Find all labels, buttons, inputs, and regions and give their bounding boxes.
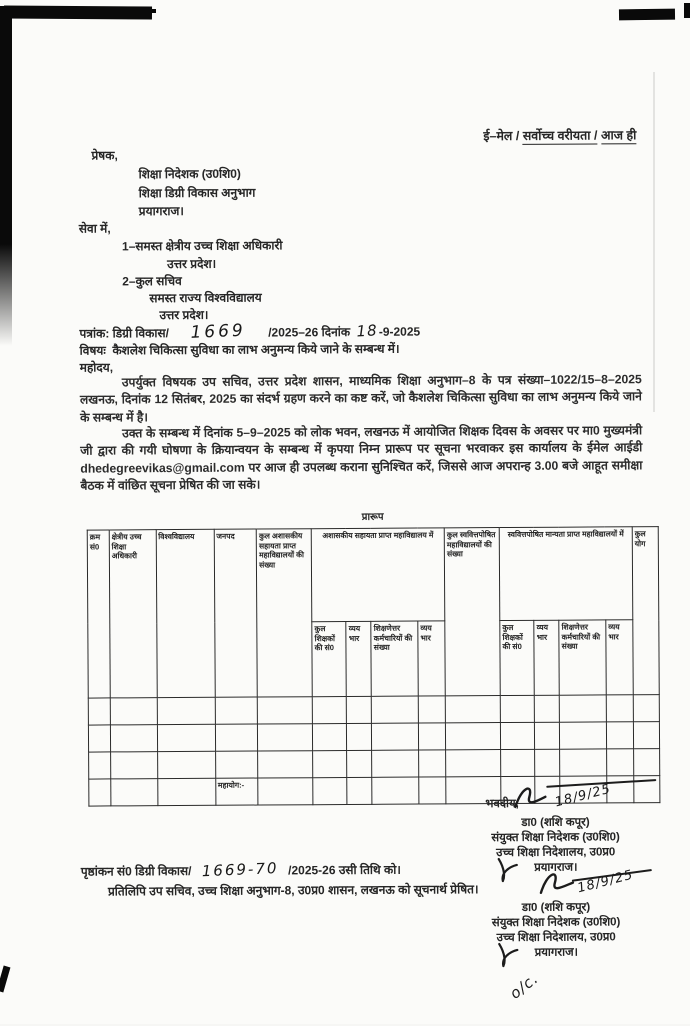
table-row [89,749,660,779]
paragraph-2-text-after: पर आज ही उपलब्ध कराना सुनिश्चित करें, जिससे आज अपरान्ह 3.00 बजे आहूत समीक्षा बैठक में वांछित सूचना प्रेषित की जा सके। [80,457,643,493]
checkmark-scribble-2 [495,940,521,968]
col-serial: क्रम सं0 [87,530,110,698]
addressee-item-1: 1–समस्त क्षेत्रीय उच्च शिक्षा अधिकारी [121,238,283,254]
signatory-place: प्रयागराज। [534,861,578,874]
subcol-teachers-count: कुल शिक्षकों की सं0 [312,621,347,696]
signatory-office: उच्च शिक्षा निदेशालय, उ0प्र0 [496,846,616,860]
priority-top: सर्वोच्च वरीयता / [522,128,598,143]
subcol-expense-load: व्यय भार [606,620,633,695]
col-district: जनपद [214,529,258,697]
priority-note [483,126,636,144]
paragraph-2-text: उक्त के सम्बन्ध में दिनांक 5–9–2025 को लोक भवन, लखनऊ में आयोजित शिक्षक दिवस के अवसर पर मा0 मुख्यमंत्री जी द्वारा की गयी घोषणा के क्रियान्वयन के सम्बन्ध में कृपया निम्न प्रारूप पर सूचना भरवाकर इस कार्यालय के ईमेल आईडी [80,423,643,459]
subcol-nonteaching-count: शिक्षणेत्तर कर्मचारियों की संख्या [371,621,418,696]
signatory-designation: संयुक्त शिक्षा निदेशक (उ0शि0) [491,916,621,930]
table-row [88,695,659,725]
subject-label: विषयः [79,343,106,358]
col-total-aided-colleges: कुल अशासकीय सहायता प्राप्त महाविद्यालयों की संख्या [256,529,312,697]
grand-total-label: महायोग:- [215,778,258,805]
subcol-expense-load: व्यय भार [534,620,559,695]
subcol-teachers-count: कुल शिक्षकों की सं0 [500,620,535,695]
col-grand-total: कुल योग [632,527,659,695]
addressee-item-2b: समस्त राज्य विश्वविद्यालय [149,290,262,306]
sender-block [139,165,256,221]
group-selffinanced-colleges: स्ववित्तपोषित मान्यता प्राप्त महाविद्यालयों में [499,527,632,621]
reference-line [79,320,421,343]
endorsement-number-handwritten: 1669-70 [201,859,279,881]
signatory-office: उच्च शिक्षा निदेशालय, उ0प्र0 [496,931,616,945]
signatory-name: डा0 (शशि कपूर) [521,901,591,914]
reference-number-handwritten: 1669 [190,320,247,343]
checkmark-scribble-1 [495,855,521,883]
col-university: विश्वविद्यालय [156,529,215,697]
sender-line: शिक्षा डिग्री विकास अनुभाग [138,185,256,200]
table-row [88,722,659,752]
salutation: महोदय, [79,360,114,375]
addressee-item-2: 2–कुल सचिव [122,273,182,289]
subject-text: कैशलेश चिकित्सा सुविधा का लाभ अनुमन्य किये जाने के सम्बन्ध में। [112,341,400,358]
addressee-label: सेवा में, [78,221,111,236]
subject-line [80,341,400,360]
reference-day-handwritten: 18 [356,321,379,341]
closing: भवदीय, [485,797,519,811]
oc-handwritten-mark: o/c. [506,969,542,1003]
subcol-expense-load: व्यय भार [346,621,371,696]
endorsement-suffix: /2025-26 उसी तिथि को। [288,862,401,878]
sender-label: प्रेषक, [91,148,118,163]
body-paragraph-2 [80,422,642,495]
signature-date-1: 18/9/25 [553,781,613,811]
reference-prefix: पत्रांक: डिग्री विकास/ [79,326,169,341]
sender-line: प्रयागराज। [138,203,184,219]
signatory-name: डा0 (शशि कपूर) [521,816,590,829]
endorsement-prefix: पृष्ठांकन सं0 डिग्री विकास/ [80,863,192,879]
copy-line: प्रतिलिपि उप सचिव, उच्च शिक्षा अनुभाग-8, उ0प्र0 शासन, लखनऊ को सूचनार्थ प्रेषित। [107,882,479,899]
sender-line: शिक्षा निदेशक (उ0शि0) [138,166,241,182]
signatory-place: प्रयागराज। [534,946,578,959]
form-title: प्रारूप [361,511,384,523]
subcol-nonteaching-count: शिक्षणेत्तर कर्मचारियों की संख्या [559,620,606,695]
reference-suffix: -9-2025 [378,324,421,339]
col-total-selffinanced-colleges: कुल स्ववित्तपोषित महाविद्यालयों की संख्या [444,528,500,696]
addressee-item-1b: उत्तर प्रदेश। [167,256,217,272]
signature-date-2: 18/9/25 [575,867,635,897]
reference-middle: /2025–26 दिनांक [268,324,351,340]
group-aided-colleges: अशासकीय सहायता प्राप्त महाविद्यालय में [311,528,444,622]
endorsement-line [81,861,401,881]
email-address: dhedegreevikas@gmail.com [80,460,245,476]
col-regional-officer: क्षेत्रीय उच्च शिक्षा अधिकारी [109,530,157,698]
signatory-block-2 [461,900,651,961]
format-table [87,526,661,806]
body-paragraph-1: उपर्युक्त विषयक उप सचिव, उत्तर प्रदेश शासन, माध्यमिक शिक्षा अनुभाग–8 के पत्र संख्या–1022/15–8–2025 लखनऊ, दिनांक 12 सितंबर, 2025 का संदर्भ ग्रहण करने का कष्ट करें, जो कैशलेश चिकित्सा सुविधा का लाभ अनुमन्य किये जाने के सम्बन्ध में है। [79,372,642,425]
priority-today: आज ही [600,128,637,143]
signatory-designation: संयुक्त शिक्षा निदेशक (उ0शि0) [491,831,620,845]
addressee-item-2c: उत्तर प्रदेश। [159,307,209,323]
subcol-expense-load: व्यय भार [418,621,445,696]
priority-email: ई–मेल / [483,128,520,144]
